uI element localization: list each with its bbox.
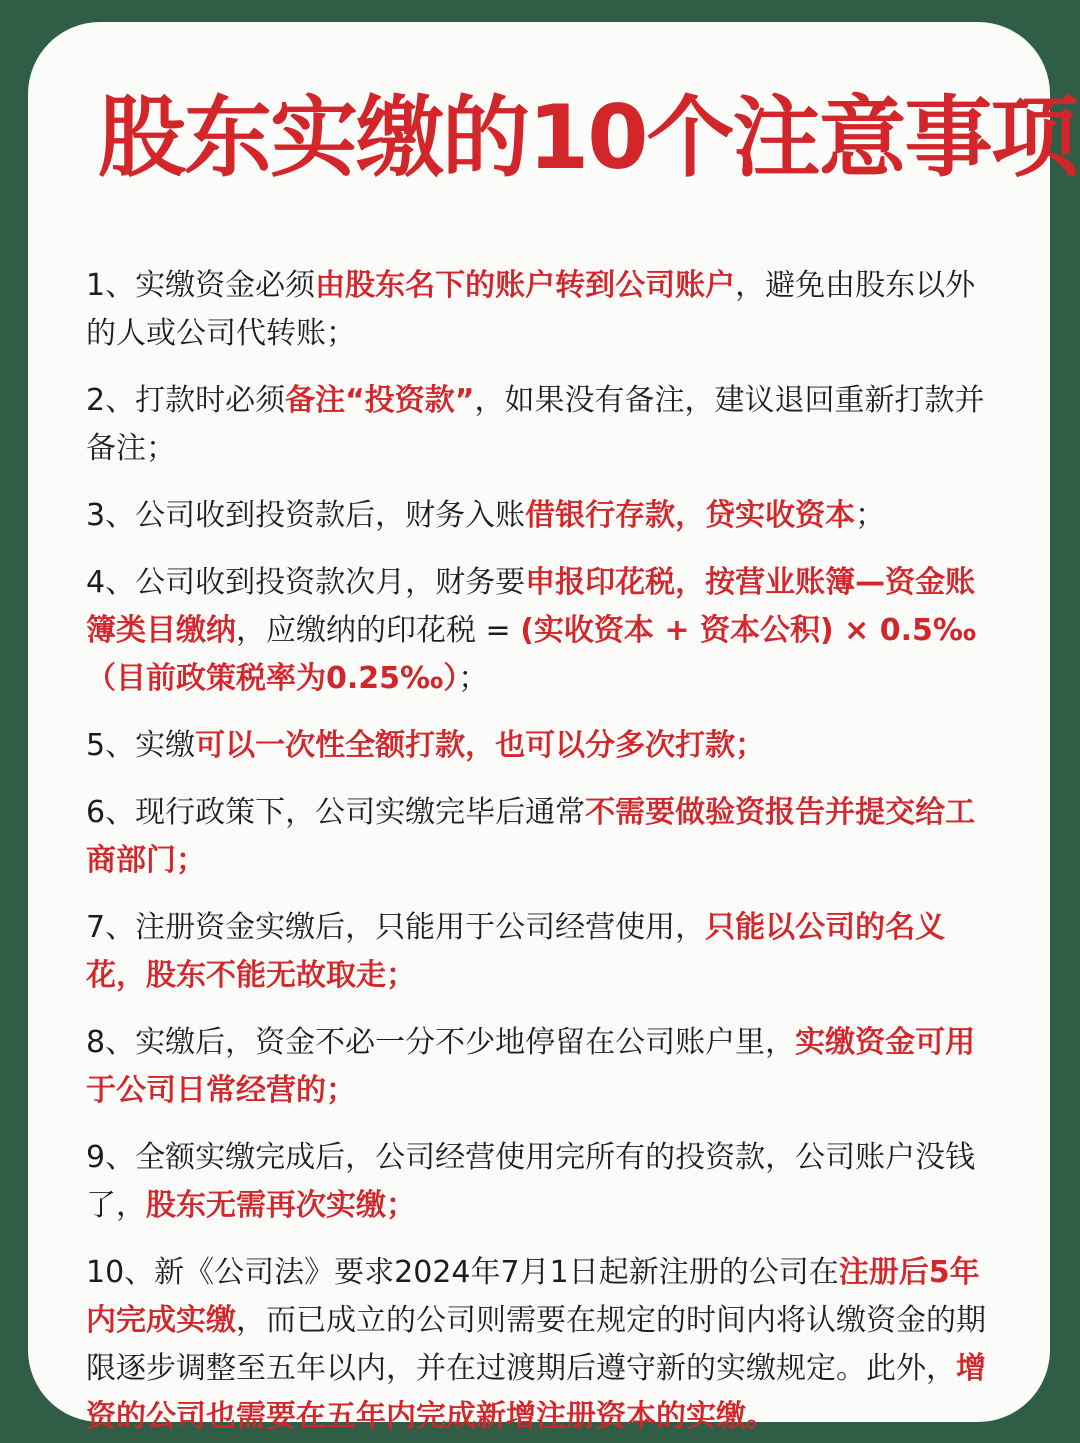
highlighted-text: 增资的公司也需要在五年内完成新增注册资本的实缴。 (86, 1351, 986, 1434)
list-item (86, 377, 990, 473)
list-item (86, 1019, 990, 1115)
item-text: ； (855, 498, 886, 533)
item-text: ； (458, 661, 489, 696)
list-item (86, 722, 990, 770)
item-text: ，而已成立的公司则需要在规定的时间内将认缴资金的期限逐步调整至五年以内，并在过渡期后遵守新的实缴规定。此外， (86, 1303, 986, 1386)
list-item (86, 1249, 990, 1441)
page-title: 股东实缴的10个注意事项 (98, 86, 1077, 189)
list-item (86, 904, 990, 1000)
list-item (86, 789, 990, 885)
highlighted-text: 只能以公司的名义花，股东不能无故取走； (86, 910, 946, 993)
highlighted-text: 实缴资金可用于公司日常经营的； (86, 1025, 976, 1108)
notice-card (28, 22, 1077, 1434)
item-text: 10、新《公司法》要求2024年7月1日起新注册的公司在 (86, 1255, 839, 1290)
item-text: 7、注册资金实缴后，只能用于公司经营使用， (86, 910, 706, 945)
highlighted-text: (实收资本 + 资本公积) × 0.5‰（目前政策税率为0.25‰） (86, 613, 977, 696)
list-item (86, 492, 990, 540)
highlighted-text: 申报印花税，按营业账簿—资金账簿类目缴纳 (86, 565, 976, 648)
list-item (86, 559, 990, 703)
item-text: 8、实缴后，资金不必一分不少地停留在公司账户里， (86, 1025, 796, 1060)
item-text: 3、公司收到投资款后，财务入账 (86, 498, 526, 533)
item-text: ，应缴纳的印花税 = (236, 613, 521, 648)
highlighted-text: 不需要做验资报告并提交给工商部门； (86, 795, 976, 878)
notice-list (86, 262, 990, 1441)
highlighted-text: 股东无需再次实缴； (146, 1188, 416, 1223)
item-text: 9、全额实缴完成后，公司经营使用完所有的投资款，公司账户没钱了， (86, 1140, 976, 1223)
highlighted-text: 可以一次性全额打款，也可以分多次打款； (195, 728, 766, 763)
highlighted-text: 注册后5年内完成实缴 (86, 1255, 980, 1338)
highlighted-text: 备注“投资款” (285, 383, 475, 418)
list-item (86, 1134, 990, 1230)
item-text: 5、实缴 (86, 728, 196, 763)
highlighted-text: 由股东名下的账户转到公司账户 (315, 268, 736, 303)
item-text: ，如果没有备注，建议退回重新打款并备注； (86, 383, 985, 466)
item-text: 2、打款时必须 (86, 383, 286, 418)
item-text: 6、现行政策下，公司实缴完毕后通常 (86, 795, 586, 830)
list-item (86, 262, 990, 358)
item-text: 1、实缴资金必须 (86, 268, 316, 303)
item-text: 4、公司收到投资款次月，财务要 (86, 565, 526, 600)
highlighted-text: 借银行存款，贷实收资本 (525, 498, 856, 533)
item-text: ，避免由股东以外的人或公司代转账； (86, 268, 976, 351)
